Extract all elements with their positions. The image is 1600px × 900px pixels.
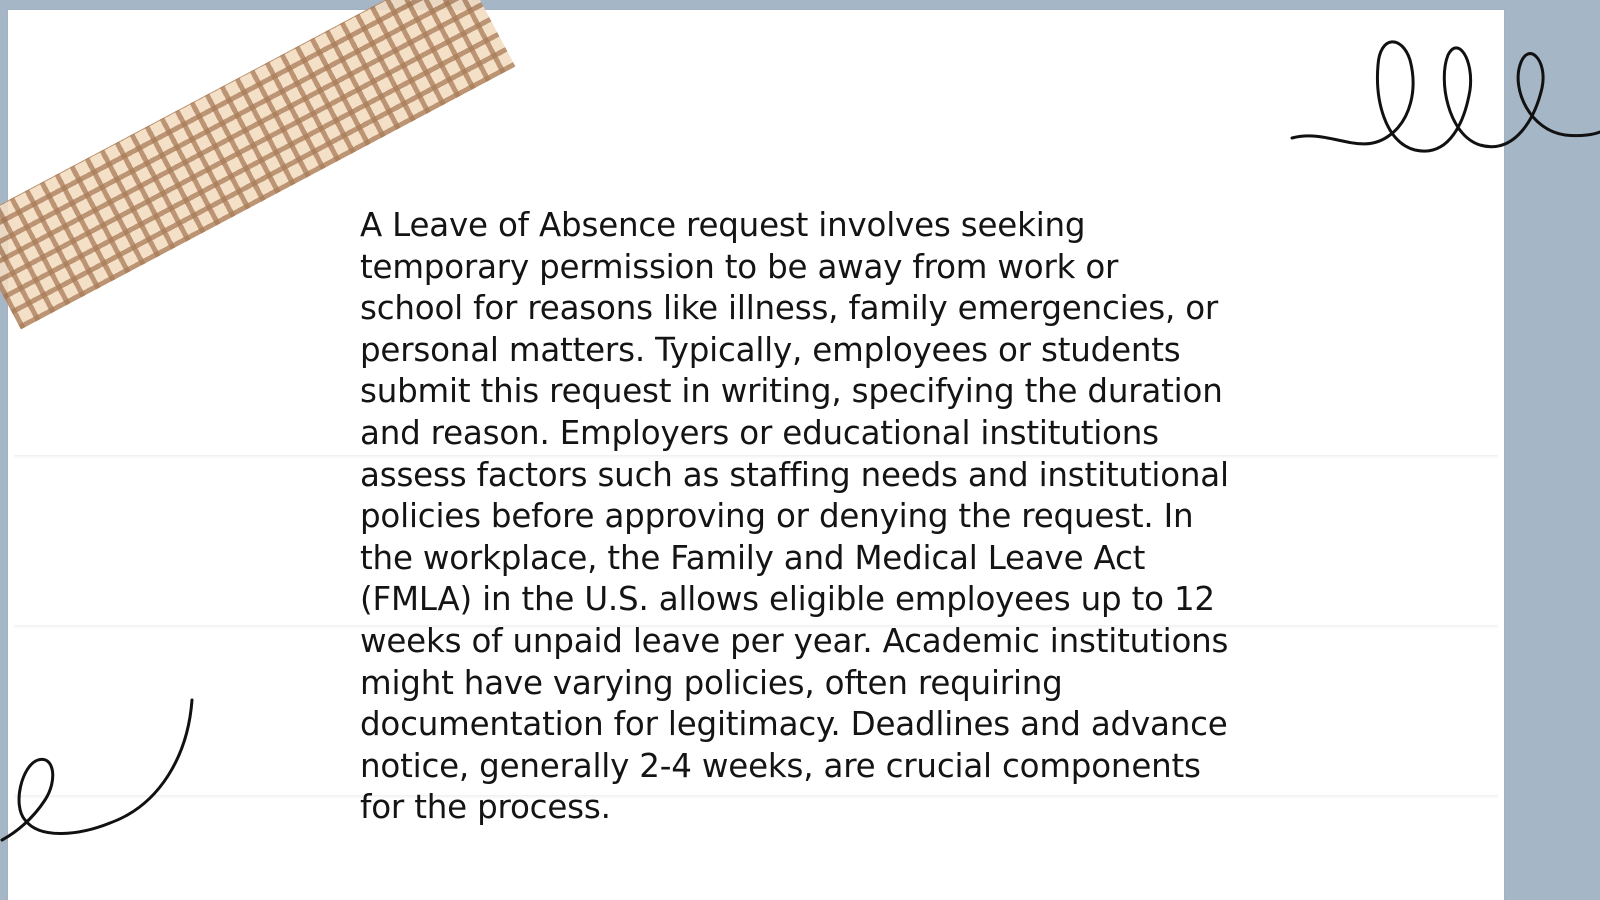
paragraph-line: and reason. Employers or educational institutions bbox=[360, 413, 1159, 452]
paragraph-line: notice, generally 2-4 weeks, are crucial components bbox=[360, 746, 1201, 785]
paragraph-line: submit this request in writing, specifying the duration bbox=[360, 372, 1223, 411]
paragraph-line: the workplace, the Family and Medical Leave Act bbox=[360, 538, 1146, 577]
paragraph-line: for the process. bbox=[360, 788, 611, 827]
paragraph-line: personal matters. Typically, employees or students bbox=[360, 330, 1181, 369]
paragraph-line: weeks of unpaid leave per year. Academic institutions bbox=[360, 621, 1229, 660]
paragraph-line: temporary permission to be away from work or bbox=[360, 247, 1119, 286]
paragraph-line: assess factors such as staffing needs and institutional bbox=[360, 455, 1229, 494]
paragraph-line: policies before approving or denying the request. In bbox=[360, 497, 1194, 536]
paragraph-line: might have varying policies, often requiring bbox=[360, 663, 1063, 702]
body-paragraph bbox=[360, 205, 1240, 829]
paragraph-line: school for reasons like illness, family emergencies, or bbox=[360, 289, 1219, 328]
curl-scribble-icon bbox=[0, 695, 200, 850]
paragraph-line: (FMLA) in the U.S. allows eligible employees up to 12 bbox=[360, 580, 1215, 619]
loop-scribble-icon bbox=[1290, 30, 1600, 165]
paragraph-line: A Leave of Absence request involves seeking bbox=[360, 206, 1086, 244]
paragraph-line: documentation for legitimacy. Deadlines and advance bbox=[360, 705, 1228, 744]
